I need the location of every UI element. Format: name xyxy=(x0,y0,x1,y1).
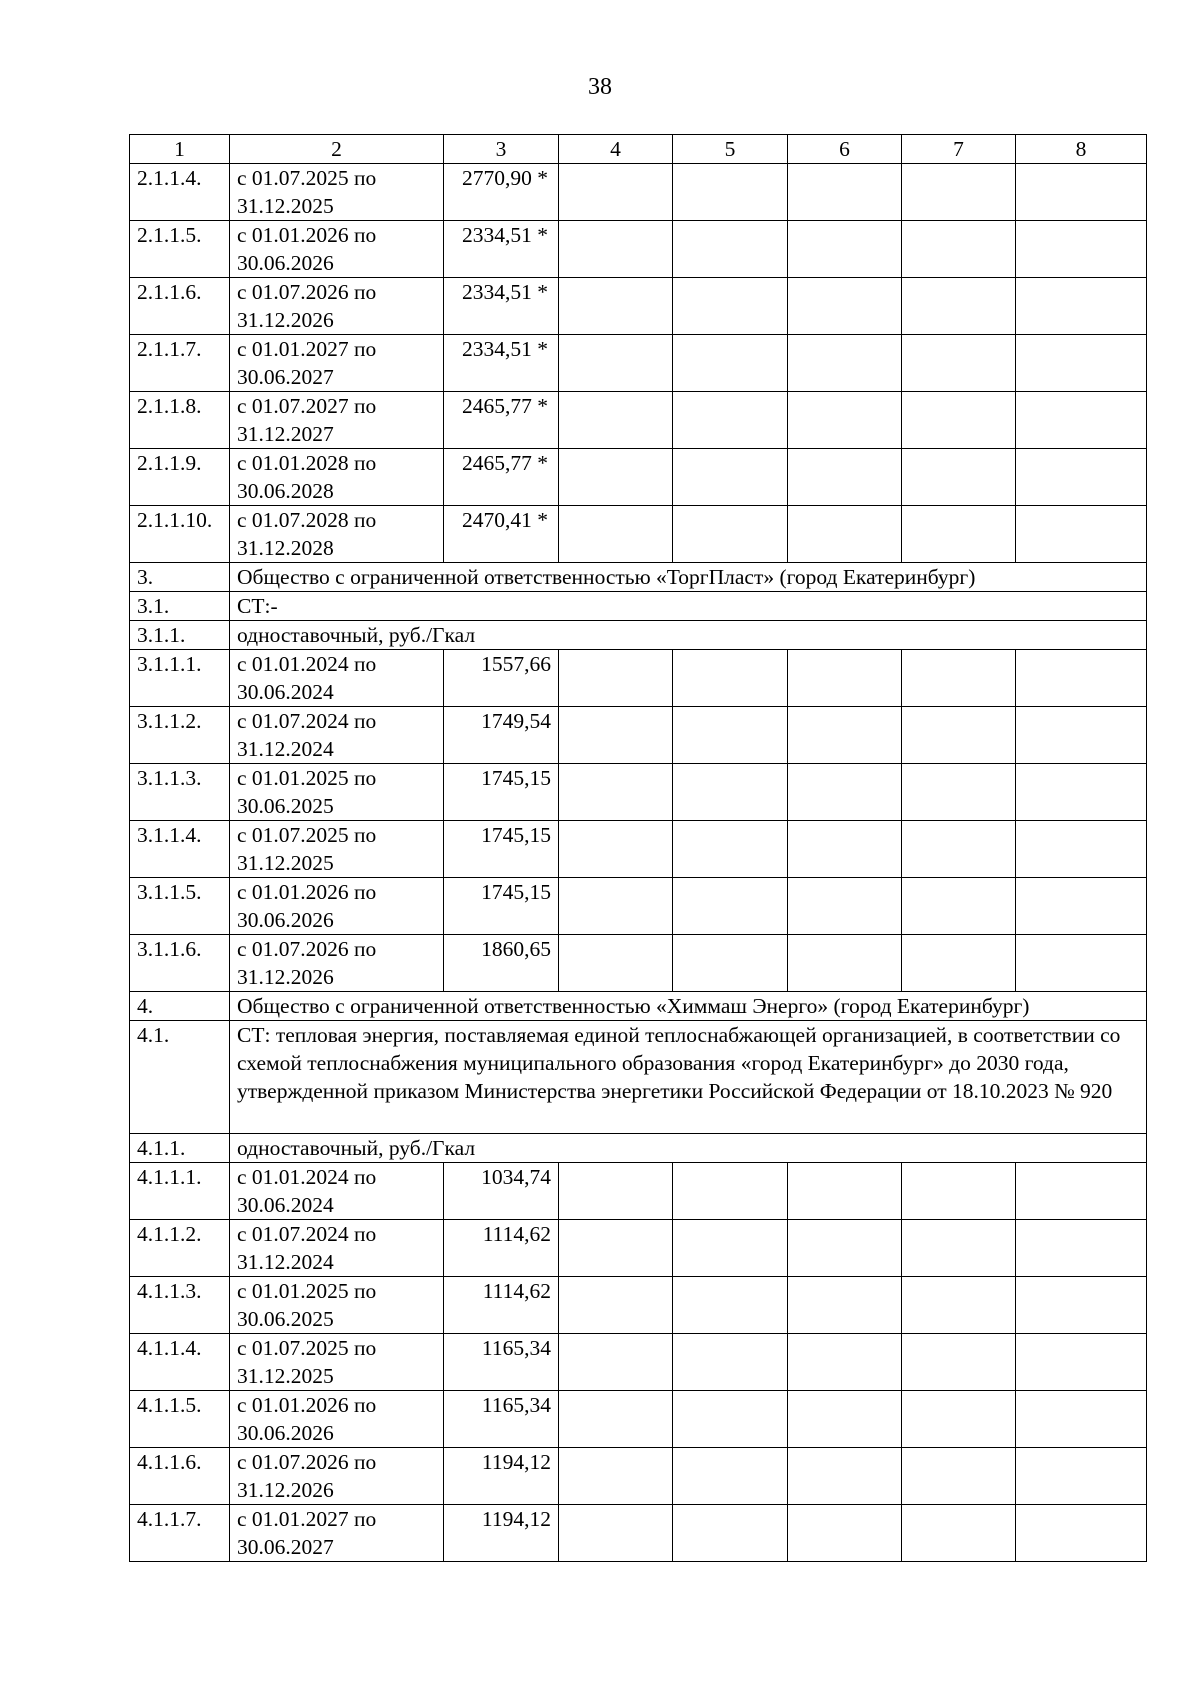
empty-cell xyxy=(559,1277,673,1334)
tariff-value: 2470,41 * xyxy=(444,506,559,563)
period-cell: с 01.01.2027 по 30.06.2027 xyxy=(230,1505,444,1562)
period-cell: с 01.07.2025 по 31.12.2025 xyxy=(230,821,444,878)
row-number: 4.1.1.2. xyxy=(130,1220,230,1277)
row-number: 4.1.1.4. xyxy=(130,1334,230,1391)
empty-cell xyxy=(673,1334,788,1391)
table-row xyxy=(130,1505,1147,1562)
empty-cell xyxy=(902,221,1016,278)
empty-cell xyxy=(788,1334,902,1391)
table-row xyxy=(130,821,1147,878)
row-number: 2.1.1.10. xyxy=(130,506,230,563)
header-cell: 7 xyxy=(902,135,1016,164)
row-number: 2.1.1.5. xyxy=(130,221,230,278)
empty-cell xyxy=(1016,650,1147,707)
empty-cell xyxy=(1016,1391,1147,1448)
section-title: СТ: тепловая энергия, поставляемая единой теплоснабжающей организацией, в соответствии со схемой теплоснабжения муниципального образования «город Екатеринбург» до 2030 года, утвержденной приказом Министерства энергетики Российской Федерации от 18.10.2023 № 920 xyxy=(230,1021,1147,1134)
table-row xyxy=(130,1277,1147,1334)
empty-cell xyxy=(559,278,673,335)
empty-cell xyxy=(902,335,1016,392)
empty-cell xyxy=(559,164,673,221)
empty-cell xyxy=(559,449,673,506)
period-cell: с 01.07.2024 по 31.12.2024 xyxy=(230,1220,444,1277)
header-cell: 2 xyxy=(230,135,444,164)
table-row xyxy=(130,1163,1147,1220)
empty-cell xyxy=(788,392,902,449)
empty-cell xyxy=(673,1163,788,1220)
table-row xyxy=(130,278,1147,335)
tariff-value: 1194,12 xyxy=(444,1448,559,1505)
empty-cell xyxy=(788,1448,902,1505)
empty-cell xyxy=(1016,1220,1147,1277)
empty-cell xyxy=(1016,707,1147,764)
empty-cell xyxy=(673,764,788,821)
table-row xyxy=(130,1220,1147,1277)
empty-cell xyxy=(902,164,1016,221)
empty-cell xyxy=(788,878,902,935)
row-number: 3.1.1.5. xyxy=(130,878,230,935)
empty-cell xyxy=(902,821,1016,878)
empty-cell xyxy=(673,164,788,221)
empty-cell xyxy=(788,164,902,221)
empty-cell xyxy=(788,506,902,563)
period-cell: с 01.07.2027 по 31.12.2027 xyxy=(230,392,444,449)
empty-cell xyxy=(559,764,673,821)
empty-cell xyxy=(788,707,902,764)
empty-cell xyxy=(673,1448,788,1505)
period-cell: с 01.01.2026 по 30.06.2026 xyxy=(230,878,444,935)
table-row xyxy=(130,1334,1147,1391)
empty-cell xyxy=(673,878,788,935)
row-number: 3.1.1. xyxy=(130,621,230,650)
empty-cell xyxy=(559,821,673,878)
period-cell: с 01.01.2027 по 30.06.2027 xyxy=(230,335,444,392)
header-cell: 5 xyxy=(673,135,788,164)
section-row xyxy=(130,1134,1147,1163)
period-cell: с 01.07.2026 по 31.12.2026 xyxy=(230,278,444,335)
empty-cell xyxy=(673,935,788,992)
tariff-value: 1194,12 xyxy=(444,1505,559,1562)
empty-cell xyxy=(673,707,788,764)
period-cell: с 01.07.2024 по 31.12.2024 xyxy=(230,707,444,764)
empty-cell xyxy=(788,335,902,392)
empty-cell xyxy=(902,1448,1016,1505)
table-row xyxy=(130,392,1147,449)
empty-cell xyxy=(902,764,1016,821)
row-number: 2.1.1.6. xyxy=(130,278,230,335)
empty-cell xyxy=(559,878,673,935)
empty-cell xyxy=(559,650,673,707)
section-title: одноставочный, руб./Гкал xyxy=(230,621,1147,650)
period-cell: с 01.07.2025 по 31.12.2025 xyxy=(230,164,444,221)
empty-cell xyxy=(1016,935,1147,992)
table-row xyxy=(130,221,1147,278)
row-number: 4.1.1. xyxy=(130,1134,230,1163)
row-number: 4.1.1.6. xyxy=(130,1448,230,1505)
row-number: 4.1.1.5. xyxy=(130,1391,230,1448)
period-cell: с 01.01.2025 по 30.06.2025 xyxy=(230,764,444,821)
empty-cell xyxy=(902,1391,1016,1448)
row-number: 4.1.1.1. xyxy=(130,1163,230,1220)
empty-cell xyxy=(788,821,902,878)
table-row xyxy=(130,335,1147,392)
tariff-value: 2334,51 * xyxy=(444,278,559,335)
tariff-value: 1114,62 xyxy=(444,1220,559,1277)
section-row xyxy=(130,1021,1147,1134)
tariff-table xyxy=(129,134,1147,1562)
empty-cell xyxy=(788,1277,902,1334)
empty-cell xyxy=(1016,335,1147,392)
tariff-value: 2465,77 * xyxy=(444,449,559,506)
period-cell: с 01.07.2026 по 31.12.2026 xyxy=(230,1448,444,1505)
empty-cell xyxy=(902,392,1016,449)
table-row xyxy=(130,449,1147,506)
empty-cell xyxy=(1016,1334,1147,1391)
empty-cell xyxy=(1016,506,1147,563)
section-title: СТ:- xyxy=(230,592,1147,621)
table-row xyxy=(130,1391,1147,1448)
tariff-value: 1860,65 xyxy=(444,935,559,992)
row-number: 3.1.1.2. xyxy=(130,707,230,764)
empty-cell xyxy=(559,1505,673,1562)
empty-cell xyxy=(1016,1163,1147,1220)
empty-cell xyxy=(788,1163,902,1220)
empty-cell xyxy=(902,1163,1016,1220)
empty-cell xyxy=(1016,164,1147,221)
row-number: 3.1.1.4. xyxy=(130,821,230,878)
empty-cell xyxy=(1016,764,1147,821)
table-row xyxy=(130,935,1147,992)
empty-cell xyxy=(1016,221,1147,278)
empty-cell xyxy=(673,1220,788,1277)
table-row xyxy=(130,764,1147,821)
period-cell: с 01.07.2028 по 31.12.2028 xyxy=(230,506,444,563)
period-cell: с 01.01.2026 по 30.06.2026 xyxy=(230,1391,444,1448)
empty-cell xyxy=(902,1334,1016,1391)
empty-cell xyxy=(788,935,902,992)
empty-cell xyxy=(902,506,1016,563)
table-row xyxy=(130,878,1147,935)
section-row xyxy=(130,621,1147,650)
empty-cell xyxy=(788,1220,902,1277)
row-number: 3.1.1.3. xyxy=(130,764,230,821)
header-cell: 1 xyxy=(130,135,230,164)
header-cell: 3 xyxy=(444,135,559,164)
row-number: 2.1.1.8. xyxy=(130,392,230,449)
section-title: одноставочный, руб./Гкал xyxy=(230,1134,1147,1163)
section-title: Общество с ограниченной ответственностью «Химмаш Энерго» (город Екатеринбург) xyxy=(230,992,1147,1021)
empty-cell xyxy=(902,449,1016,506)
tariff-value: 1165,34 xyxy=(444,1334,559,1391)
header-cell: 4 xyxy=(559,135,673,164)
table-body xyxy=(130,135,1147,1562)
tariff-value: 1165,34 xyxy=(444,1391,559,1448)
period-cell: с 01.01.2025 по 30.06.2025 xyxy=(230,1277,444,1334)
tariff-value: 2465,77 * xyxy=(444,392,559,449)
row-number: 3.1.1.6. xyxy=(130,935,230,992)
table-row xyxy=(130,1448,1147,1505)
tariff-value: 1745,15 xyxy=(444,821,559,878)
empty-cell xyxy=(1016,392,1147,449)
empty-cell xyxy=(559,1448,673,1505)
section-title: Общество с ограниченной ответственностью «ТоргПласт» (город Екатеринбург) xyxy=(230,563,1147,592)
empty-cell xyxy=(673,650,788,707)
header-cell: 6 xyxy=(788,135,902,164)
tariff-value: 2334,51 * xyxy=(444,221,559,278)
table-row xyxy=(130,707,1147,764)
empty-cell xyxy=(559,1391,673,1448)
empty-cell xyxy=(902,278,1016,335)
period-cell: с 01.07.2025 по 31.12.2025 xyxy=(230,1334,444,1391)
tariff-value: 2770,90 * xyxy=(444,164,559,221)
empty-cell xyxy=(1016,1505,1147,1562)
period-cell: с 01.01.2026 по 30.06.2026 xyxy=(230,221,444,278)
empty-cell xyxy=(788,764,902,821)
row-number: 3. xyxy=(130,563,230,592)
empty-cell xyxy=(559,335,673,392)
empty-cell xyxy=(788,650,902,707)
empty-cell xyxy=(673,1277,788,1334)
tariff-value: 1114,62 xyxy=(444,1277,559,1334)
period-cell: с 01.01.2024 по 30.06.2024 xyxy=(230,1163,444,1220)
row-number: 2.1.1.9. xyxy=(130,449,230,506)
page-number: 38 xyxy=(588,74,612,100)
row-number: 4. xyxy=(130,992,230,1021)
empty-cell xyxy=(902,1277,1016,1334)
empty-cell xyxy=(788,278,902,335)
empty-cell xyxy=(673,449,788,506)
empty-cell xyxy=(673,506,788,563)
empty-cell xyxy=(902,1220,1016,1277)
empty-cell xyxy=(902,1505,1016,1562)
empty-cell xyxy=(902,650,1016,707)
empty-cell xyxy=(1016,449,1147,506)
empty-cell xyxy=(559,506,673,563)
row-number: 4.1. xyxy=(130,1021,230,1134)
empty-cell xyxy=(559,1220,673,1277)
row-number: 4.1.1.3. xyxy=(130,1277,230,1334)
tariff-value: 1034,74 xyxy=(444,1163,559,1220)
empty-cell xyxy=(559,1334,673,1391)
empty-cell xyxy=(673,278,788,335)
row-number: 3.1. xyxy=(130,592,230,621)
tariff-value: 2334,51 * xyxy=(444,335,559,392)
empty-cell xyxy=(1016,821,1147,878)
empty-cell xyxy=(1016,278,1147,335)
empty-cell xyxy=(559,707,673,764)
empty-cell xyxy=(788,449,902,506)
empty-cell xyxy=(673,392,788,449)
period-cell: с 01.01.2028 по 30.06.2028 xyxy=(230,449,444,506)
tariff-value: 1745,15 xyxy=(444,764,559,821)
empty-cell xyxy=(673,221,788,278)
empty-cell xyxy=(788,1505,902,1562)
header-cell: 8 xyxy=(1016,135,1147,164)
tariff-value: 1745,15 xyxy=(444,878,559,935)
empty-cell xyxy=(788,221,902,278)
empty-cell xyxy=(902,707,1016,764)
row-number: 4.1.1.7. xyxy=(130,1505,230,1562)
row-number: 2.1.1.7. xyxy=(130,335,230,392)
empty-cell xyxy=(673,821,788,878)
row-number: 2.1.1.4. xyxy=(130,164,230,221)
tariff-value: 1749,54 xyxy=(444,707,559,764)
empty-cell xyxy=(1016,1448,1147,1505)
tariff-value: 1557,66 xyxy=(444,650,559,707)
empty-cell xyxy=(559,392,673,449)
empty-cell xyxy=(788,1391,902,1448)
empty-cell xyxy=(673,335,788,392)
section-row xyxy=(130,563,1147,592)
section-row xyxy=(130,592,1147,621)
row-number: 3.1.1.1. xyxy=(130,650,230,707)
empty-cell xyxy=(559,1163,673,1220)
empty-cell xyxy=(902,878,1016,935)
period-cell: с 01.07.2026 по 31.12.2026 xyxy=(230,935,444,992)
empty-cell xyxy=(673,1505,788,1562)
empty-cell xyxy=(559,935,673,992)
empty-cell xyxy=(1016,1277,1147,1334)
header-row xyxy=(130,135,1147,164)
period-cell: с 01.01.2024 по 30.06.2024 xyxy=(230,650,444,707)
table-row xyxy=(130,164,1147,221)
table-row xyxy=(130,650,1147,707)
table-row xyxy=(130,506,1147,563)
empty-cell xyxy=(1016,878,1147,935)
empty-cell xyxy=(673,1391,788,1448)
section-row xyxy=(130,992,1147,1021)
empty-cell xyxy=(902,935,1016,992)
empty-cell xyxy=(559,221,673,278)
